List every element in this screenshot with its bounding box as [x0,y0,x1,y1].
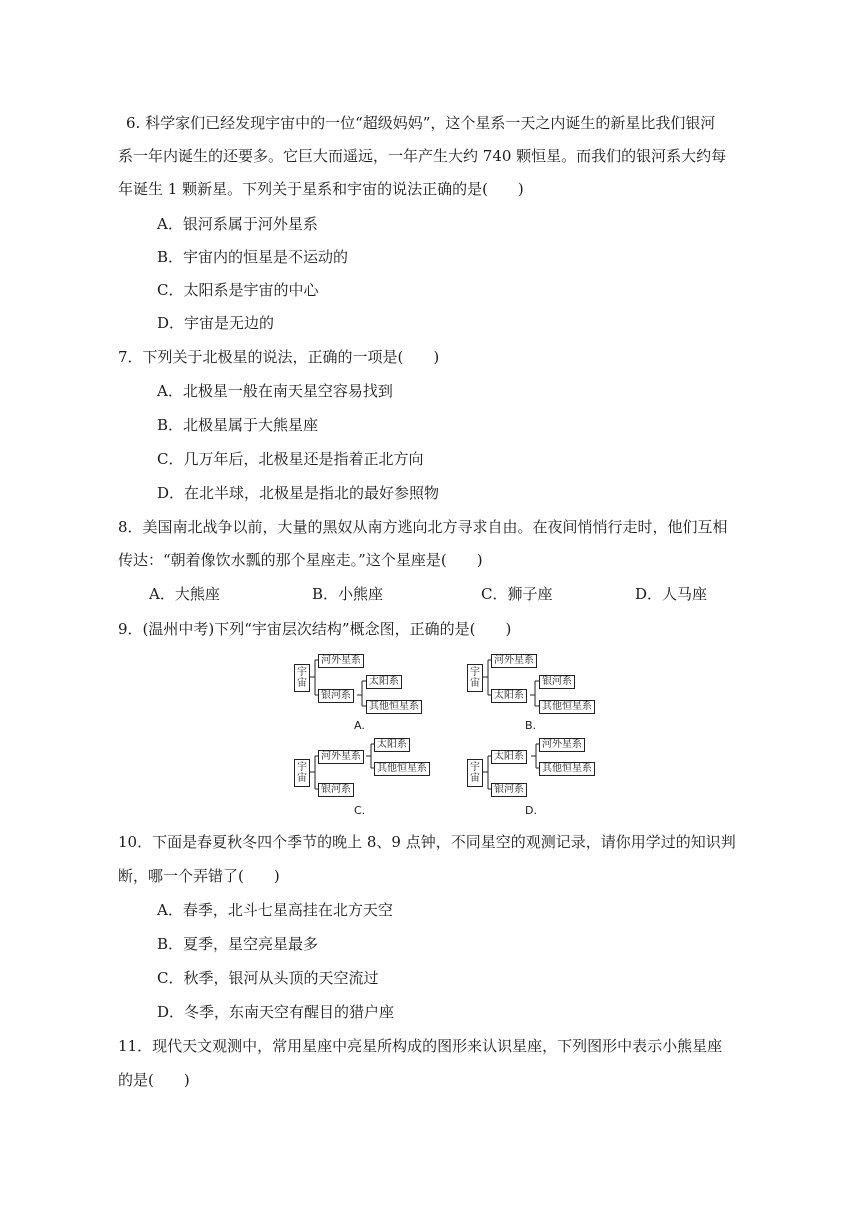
q6-option-b[interactable]: B．宇宙内的恒星是不运动的 [157,248,349,266]
q8-option-a[interactable]: A．大熊座 [149,585,220,603]
q11-line-2: 的是( ) [118,1071,190,1089]
diagram-a-mid: 银河系 [318,689,354,703]
q10-option-a[interactable]: A．春季，北斗七星高挂在北方天空 [157,901,393,919]
q6-line-1: 6. 科学家们已经发现宇宙中的一位“超级妈妈”，这个星系一天之内诞生的新星比我们银河 [126,114,716,132]
diagram-b-label: B. [525,719,537,732]
diagram-b-mid: 太阳系 [491,689,527,703]
q6-option-c[interactable]: C．太阳系是宇宙的中心 [157,281,319,299]
q7-option-b[interactable]: B．北极星属于大熊星座 [157,416,319,434]
q9-line-1: 9．(温州中考)下列“宇宙层次结构”概念图，正确的是( ) [118,620,512,638]
q10-line-2: 断，哪一个弄错了( ) [118,867,280,885]
diagram-d-sub1: 河外星系 [539,738,585,752]
diagram-c[interactable] [294,735,439,819]
q7-line-1: 7．下列关于北极星的说法，正确的一项是( ) [118,348,440,366]
diagram-d-mid: 银河系 [491,783,527,797]
q8-line-2: 传达：“朝着像饮水瓢的那个星座走。”这个星座是( ) [118,551,483,569]
diagram-a[interactable] [294,652,434,736]
q7-option-c[interactable]: C．几万年后，北极星还是指着正北方向 [157,450,424,468]
q8-line-1: 8．美国南北战争以前，大量的黑奴从南方逃向北方寻求自由。在夜间悄悄行走时，他们互相 [118,518,728,536]
q6-option-d[interactable]: D．宇宙是无边的 [157,314,275,332]
diagram-c-top: 河外星系 [318,750,364,764]
diagram-c-label: C. [354,804,366,817]
diagram-c-mid: 银河系 [318,783,354,797]
q6-line-3: 年诞生 1 颗新星。下列关于星系和宇宙的说法正确的是( ) [118,180,524,198]
diagram-a-label: A. [354,719,365,732]
q10-option-b[interactable]: B．夏季，星空亮星最多 [157,935,319,953]
diagram-a-top: 河外星系 [318,654,364,668]
diagram-b-sub1: 银河系 [539,675,575,689]
diagram-d-top: 太阳系 [491,750,527,764]
q8-option-b[interactable]: B．小熊座 [312,585,384,603]
diagram-c-sub1: 太阳系 [374,738,410,752]
q10-line-1: 10．下面是春夏秋冬四个季节的晚上 8、9 点钟，不同星空的观测记录，请你用学过的知识判 [118,833,736,851]
diagram-d[interactable] [467,735,612,819]
diagram-a-sub2: 其他恒星系 [366,700,422,714]
q10-option-d[interactable]: D．冬季，东南天空有醒目的猎户座 [157,1003,395,1021]
diagram-d-root: 宇宙 [467,759,483,787]
diagram-d-label: D. [525,804,537,817]
q6-option-a[interactable]: A．银河系属于河外星系 [157,215,318,233]
q6-line-2: 系一年内诞生的还要多。它巨大而遥远，一年产生大约 740 颗恒星。而我们的银河系大约每 [118,147,727,165]
q11-line-1: 11．现代天文观测中，常用星座中亮星所构成的图形来认识星座，下列图形中表示小熊星座 [118,1037,723,1055]
q8-option-c[interactable]: C．狮子座 [481,585,553,603]
diagram-c-sub2: 其他恒星系 [374,762,430,776]
diagram-b[interactable] [467,652,607,736]
diagram-c-root: 宇宙 [294,759,310,787]
q8-option-d[interactable]: D．人马座 [635,585,708,603]
diagram-d-sub2: 其他恒星系 [539,762,595,776]
diagram-b-root: 宇宙 [467,664,483,692]
diagram-b-top: 河外星系 [491,654,537,668]
diagram-a-sub1: 太阳系 [366,675,402,689]
q7-option-d[interactable]: D．在北半球，北极星是指北的最好参照物 [157,484,440,502]
diagram-a-root: 宇宙 [294,664,310,692]
diagram-b-sub2: 其他恒星系 [539,700,595,714]
q10-option-c[interactable]: C．秋季，银河从头顶的天空流过 [157,969,379,987]
q7-option-a[interactable]: A．北极星一般在南天星空容易找到 [157,382,393,400]
